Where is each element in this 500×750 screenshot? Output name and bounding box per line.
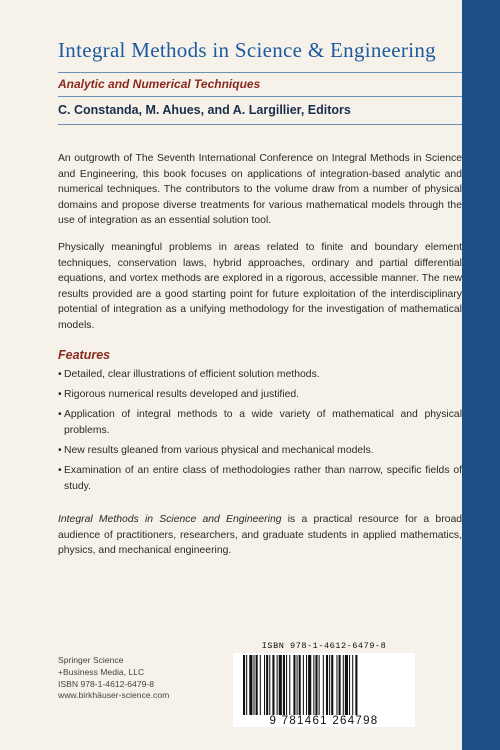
title-rule xyxy=(58,72,462,73)
bullet-icon: • xyxy=(58,369,62,380)
feature-item xyxy=(58,367,462,383)
feature-text: Rigorous numerical results developed and justified. xyxy=(64,389,300,401)
feature-text: Application of integral methods to a wide variety of mathematical and physical problems. xyxy=(64,409,462,436)
publisher-website: www.birkhäuser-science.com xyxy=(58,690,170,701)
features-list xyxy=(58,367,462,499)
bullet-icon: • xyxy=(58,464,62,476)
description-paragraph: Physically meaningful problems in areas related to finite and boundary element techniques, conservation laws, hybrid approaches, ordinary and partial differential equations, and vortex methods are explored in a rigorous, accessible manner. The new results provided are a good starting point for future exploitation of the interdisciplinary potential of integration as a unifying methodology for the investigation of mathematical models. xyxy=(58,242,462,331)
barcode-image xyxy=(233,653,415,717)
feature-text: Detailed, clear illustrations of efficient solution methods. xyxy=(64,369,320,380)
publisher-info xyxy=(58,655,228,702)
spine-color-band xyxy=(462,0,500,750)
editors-rule xyxy=(58,124,462,125)
barcode-block xyxy=(233,641,415,727)
bullet-icon: • xyxy=(58,389,62,401)
description-paragraph: An outgrowth of The Seventh International Conference on Integral Methods in Science and Engineering, this book focuses on applications of integration-based analytic and numerical techniques. The contributors to the volume draw from a number of physical domains and propose diverse treatments for various mathematical models through the use of integration as an essential solution tool. xyxy=(58,153,462,227)
publisher-isbn: ISBN 978-1-4612-6479-8 xyxy=(58,678,155,689)
book-subtitle: Analytic and Numerical Techniques xyxy=(58,77,261,91)
barcode-digits: 9 781461 264798 xyxy=(233,715,415,727)
bullet-icon: • xyxy=(58,409,62,421)
feature-text: Examination of an entire class of methodologies rather than narrow, specific fields of study. xyxy=(64,464,462,492)
editors-line: C. Constanda, M. Ahues, and A. Largillier, Editors xyxy=(58,103,351,117)
features-heading: Features xyxy=(58,348,111,362)
closing-paragraph xyxy=(58,512,462,559)
feature-item xyxy=(58,387,462,403)
feature-item xyxy=(58,407,462,438)
feature-item xyxy=(58,463,462,494)
bullet-icon: • xyxy=(58,444,62,456)
feature-text: New results gleaned from various physical and mechanical models. xyxy=(64,444,374,456)
barcode-isbn-label: ISBN 978-1-4612-6479-8 xyxy=(261,641,387,651)
closing-book-title: Integral Methods in Science and Engineering xyxy=(58,514,282,525)
book-title: Integral Methods in Science & Engineering xyxy=(58,38,436,62)
subtitle-rule xyxy=(58,96,462,97)
closing-text: is a practical resource for a broad audience of practitioners, researchers, and graduate students in applied mathematics, physics, and mechanical engineering. xyxy=(58,514,463,557)
feature-item xyxy=(58,443,462,459)
publisher-name: Springer Science xyxy=(58,655,124,665)
publisher-name-cont: +Business Media, LLC xyxy=(58,666,145,677)
